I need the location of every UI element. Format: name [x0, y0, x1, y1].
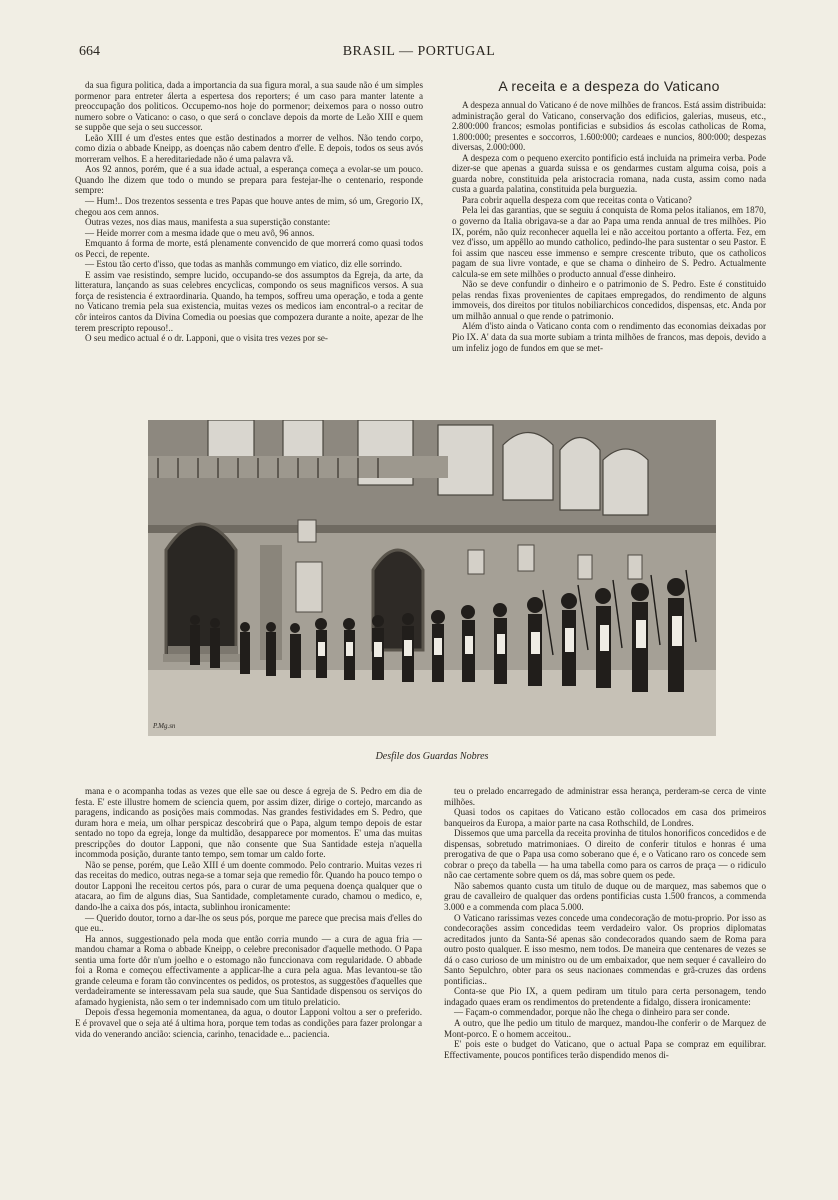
article-column-bottom-left	[75, 786, 422, 1039]
paragraph: teu o prelado encarregado de administrar essa herança, perderam-se cerca de vinte milhões.	[444, 786, 766, 807]
paragraph: E' pois este o budget do Vaticano, que o actual Papa se compraz em equilibrar. Effectivamente, poucos pontifices terão dispendido menos di-	[444, 1039, 766, 1060]
paragraph: Dissemos que uma parcella da receita provinha de titulos honorificos concedidos e de dispensas, sobretudo matrimoniaes. O direito de conferir titulos e honras é uma prerogativa de que o Papa usa como soberano que é, e o Vaticano raro os concede sem cobrar o preço da tabella — ha uma tabella como para os carros de praça — o ridiculo não cae certamente sobre quem os dá, mas sobre quem os pede.	[444, 828, 766, 881]
paragraph: A despeza com o pequeno exercito pontificio está incluida na primeira verba. Pode dizer-se que apenas a guarda suissa e os gendarmes custam alguma coisa, pois a guarda nobre, constituida pela aristocracia romana, nada custa, assim como nada custa a guarda palatina, constituida pela burguezia.	[452, 152, 766, 195]
running-header: BRASIL — PORTUGAL	[342, 44, 496, 59]
paragraph: — Estou tão certo d'isso, que todas as manhãs commungo em viatico, diz elle sorrindo.	[85, 259, 403, 270]
paragraph: Leão XIII é um d'estes entes que estão destinados a morrer de velhos. Não tendo corpo, como dizia o abbade Kneipp, as doenças não cabem dentro d'elle. E depois, todos os seus avós morreram velhos. E a hereditariedade não é uma palavra vã.	[75, 132, 423, 164]
paragraph: E assim vae resistindo, sempre lucido, occupando-se dos assumptos da Egreja, da arte, da litteratura, lançando as suas celebres encyclicas, compondo os seus magnificos versos. A sua força de resistencia é extraordinaria. Quando, ha tempos, soffreu uma operação, e toda a gente no Vaticano tremia pela sua existencia, muitas vezes os medicos iam encontral-o a recitar de côr inteiros cantos da Divina Comedia ou poesias que compozera durante a noite, apezar de lhe terem prescripto repouso!..	[75, 269, 423, 333]
paragraph: O Vaticano rarissimas vezes concede uma condecoração de motu-proprio. Por isso as condecorações assim concedidas teem verdadeiro valor. Os proprios diplomatas acreditados junto da Santa-Sé apenas são condecorados quando saem de Roma para outro posto qualquer. E isso mesmo, nem todos. De maneira que centenares de vezes se dá o caso curioso de um ministro ou de um embaixador, que nem sequer é cavalleiro do Santo Sepulchro, obter para os seus nacionaes commendas e grã-cruzes das ordens pontificias..	[444, 912, 766, 986]
paragraph: O seu medico actual é o dr. Lapponi, que o visita tres vezes por se-	[85, 333, 328, 344]
article-column-bottom-right	[444, 786, 766, 1060]
photograph	[148, 420, 716, 736]
paragraph: Não se pense, porém, que Leão XIII é um doente commodo. Pelo contrario. Muitas vezes ri das receitas do medico, outras nega-se a tomar seja que remedio fôr. Quando ha pouco tempo o doutor Lapponi lhe receitou certos pós, para o curar de uma pequena doença qualquer que o atacara, ao fim de alguns dias, Sua Santidade, completamente curado, chamou o medico, e, dando-lhe a caixa dos pós, intacta, sublinhou ironicamente:	[75, 859, 422, 913]
paragraph: Outras vezes, nos dias maus, manifesta a sua superstição constante:	[85, 217, 331, 228]
paragraph: Aos 92 annos, porém, que é a sua idade actual, a esperança começa a evolar-se um pouco. Quando lhe dizem que todo o mundo se prepara para festejar-lhe o centenario, responde sempre:	[75, 164, 423, 196]
paragraph: Pela lei das garantias, que se seguiu á conquista de Roma pelos italianos, em 1870, o governo da Italia obrigava-se a dar ao Papa uma renda annual de tres milhões. Pio IX, porém, não quiz reconhecer aquella lei e não acceitou portanto a offerta. Fez, em vez d'isso, um appêllo ao mundo catholico, pedindo-lhe para sustentar o seu Pastor. E foi assim que nasceu esse immenso e sempre crescente tributo, que os catholicos pagam de sua livre vontade, e que se chama o dinheiro de S. Pedro. Actualmente calcula-se em sete milhões o producto annual d'esse dinheiro.	[452, 205, 766, 279]
paragraph: Emquanto á forma de morte, está plenamente convencido de que morrerá como quasi todos os Pecci, de repente.	[75, 238, 423, 259]
paragraph: Conta-se que Pio IX, a quem pediram um titulo para certa personagem, tendo indagado quaes eram os rendimentos do pretendente a fidalgo, dissera ironicamente:	[444, 986, 766, 1007]
paragraph: mana e o acompanha todas as vezes que elle sae ou desce á egreja de S. Pedro em dia de festa. E' este illustre homem de sciencia quem, por assim dizer, dirige o cortejo, marcando as paragens, indicando as posições mais commodas. Nas grandes festividades em S. Pedro, que duram hora e meia, um olhar perspicaz descobrirá que o Papa, algum tempo depois de estar sentado no topo da egreja, longe da multidão, desapparece por momentos. E' uma das muitas prescripções do doutor Lapponi, que não consente que Sua Santidade esteja n'aquella incommoda posição, durante tanto tempo, sem tomar um caldo forte.	[75, 786, 422, 860]
section-title: A receita e a despeza do Vaticano	[498, 78, 720, 94]
photo-caption: Desfile dos Guardas Nobres	[375, 751, 489, 762]
paragraph: — Hum!.. Dos trezentos sessenta e tres Papas que houve antes de mim, só um, Gregorio IX, chegou aos cem annos.	[75, 196, 423, 217]
paragraph: da sua figura politica, dada a importancia da sua figura moral, a sua saude não é um simples pormenor para entreter álerta a espertesa dos reporters; é um caso para manter latente a preoccupação dos politicos. Occupemo-nos hoje do pormenor; deixemos para o nosso outro numero sobre o Vaticano: o caso, o que será o conclave depois da morte de Leão XIII e quem se suppõe que seja o seu successor.	[75, 80, 423, 133]
paragraph: Não se deve confundir o dinheiro e o patrimonio de S. Pedro. Este é constituido pelas rendas fixas provenientes de capitaes empregados, do rendimento de alguns immoveis, dos direitos por titulos nobiliarchicos concedidos, dispensas, etc. Anda por um milhão annual o que rende o patrimonio.	[452, 279, 766, 321]
paragraph: Depois d'essa hegemonia momentanea, da agua, o doutor Lapponi voltou a ser o preferido. E é provavel que o seja até á ultima hora, porque tem todas as condições para fazer prolongar a vida do venerando ancião: sciencia, carinho, tenacidade e... paciencia.	[75, 1007, 422, 1039]
page-number: 664	[79, 44, 100, 59]
paragraph: — Façam-o commendador, porque não lhe chega o dinheiro para ser conde.	[454, 1007, 730, 1018]
paragraph: Não sabemos quanto custa um titulo de duque ou de marquez, mas sabemos que o grau de cavalleiro de qualquer das ordens pontificias custa 1.500 francos, a commenda 3.000 e a commenda com placa 5.000.	[444, 880, 766, 913]
paragraph: A outro, que lhe pedio um titulo de marquez, mandou-lhe conferir o de Marquez de Mont-porco. E o homem acceitou..	[444, 1018, 766, 1039]
paragraph: Para cobrir aquella despeza com que receitas conta o Vaticano?	[462, 194, 692, 205]
paragraph: — Querido doutor, torno a dar-lhe os seus pós, porque me parece que precisa mais d'elles do que eu..	[75, 912, 422, 934]
paragraph: — Heide morrer com a mesma idade que o meu avô, 96 annos.	[85, 227, 315, 238]
courtyard-photo-illustration	[148, 420, 716, 736]
article-column-top-left	[75, 80, 423, 344]
paragraph: Quasi todos os capitaes do Vaticano estão collocados em casa dos primeiros banqueiros da Europa, a maior parte na casa Rothschild, de Londres.	[444, 807, 766, 828]
paragraph: Além d'isto ainda o Vaticano conta com o rendimento das economias deixadas por Pio IX. A' data da sua morte subiam a trinta milhões de francos, mas depois, devido a um infeliz jogo de fundos em que se met-	[452, 321, 766, 353]
paragraph: Ha annos, suggestionado pela moda que então corria mundo — a cura de agua fria — mandou chamar a Roma o abbade Kneipp, o celebre preconisador d'aquelle methodo. O Papa sentia uma forte dôr n'um joelho e o estomago não funccionava com regularidade. O abbade foi a Roma e começou effectivamente a applicar-lhe a cura pela agua. Mas levantou-se tão grande celeuma e foram tão convincentes os pedidos, os protestos, as suggestões d'aquelles que verdadeiramente se interessavam pela sua saude, que Sua Santidade dispensou os serviços do afamado hygienista, não sem o ter indemnisado com um titulo prelaticio.	[75, 933, 422, 1007]
article-column-top-right	[452, 100, 766, 353]
photo-engraver-signature: P.Mg.sn	[153, 722, 176, 730]
paragraph: A despeza annual do Vaticano é de nove milhões de francos. Está assim distribuida: administração geral do Vaticano, conservação dos edificios, galerias, museus, etc., 2.800:000 francos; esmolas pontificias e subsidios ás escolas catholicas de Roma, 1.800:000; presentes e soccorros, 1.600:000; cardeaes e nuncios, 800:000; despezas diversas, 2.000:000.	[452, 100, 766, 153]
